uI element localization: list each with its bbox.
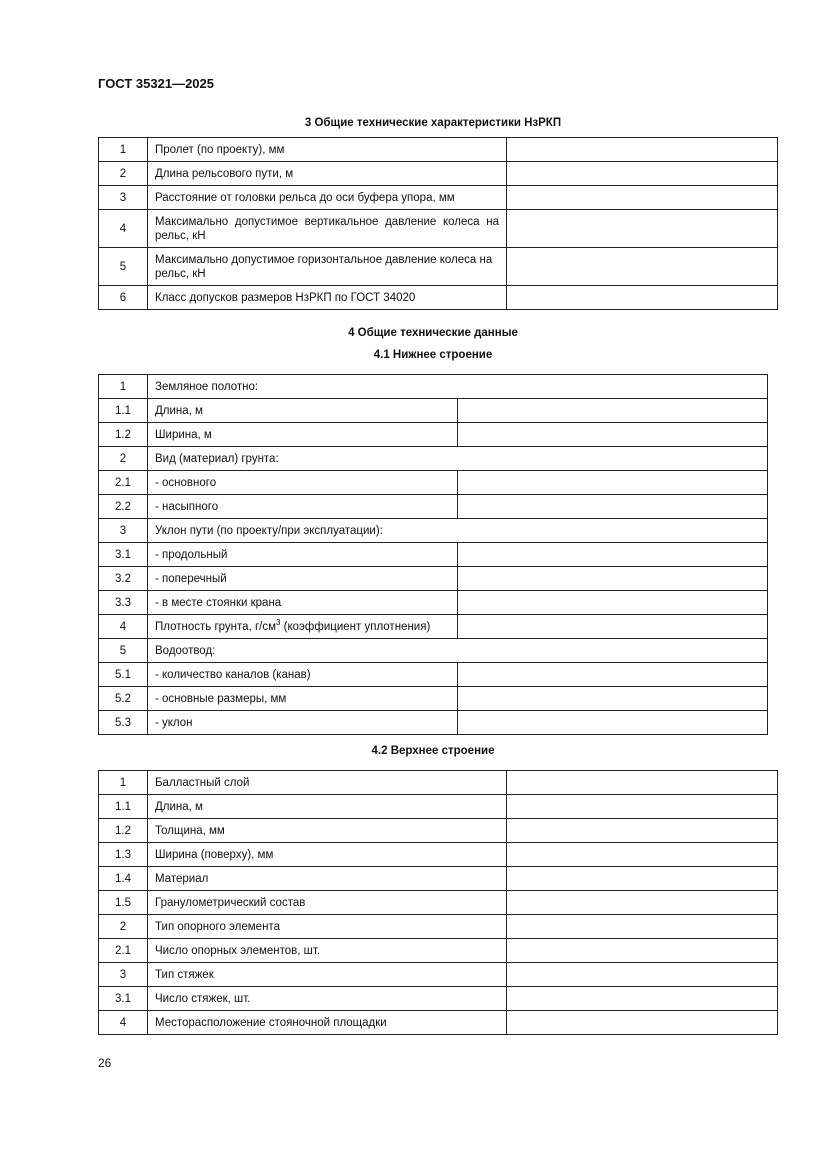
row-label: Толщина, мм xyxy=(148,819,507,843)
table-row xyxy=(99,687,768,711)
row-label: Длина, м xyxy=(148,399,458,423)
row-label: - уклон xyxy=(148,711,458,735)
row-label: Класс допусков размеров НзРКП по ГОСТ 34020 xyxy=(148,286,507,310)
row-label: Ширина, м xyxy=(148,423,458,447)
table-row xyxy=(99,162,778,186)
row-value-field[interactable] xyxy=(458,423,768,447)
table-row xyxy=(99,1011,778,1035)
row-number: 1.3 xyxy=(99,843,148,867)
table-row xyxy=(99,867,778,891)
row-label: - в месте стоянки крана xyxy=(148,591,458,615)
table-row xyxy=(99,963,778,987)
row-label xyxy=(148,615,458,639)
row-label: Число опорных элементов, шт. xyxy=(148,939,507,963)
row-number: 2.2 xyxy=(99,495,148,519)
row-number: 5.3 xyxy=(99,711,148,735)
table-row xyxy=(99,711,768,735)
row-value-field[interactable] xyxy=(507,963,778,987)
table-row xyxy=(99,495,768,519)
table-row xyxy=(99,543,768,567)
table-row xyxy=(99,891,778,915)
row-label: Водоотвод: xyxy=(148,639,768,663)
row-value-field[interactable] xyxy=(507,987,778,1011)
row-label: - количество каналов (канав) xyxy=(148,663,458,687)
characteristics-table xyxy=(98,137,778,310)
table-row xyxy=(99,915,778,939)
row-number: 5 xyxy=(99,248,148,286)
table-row xyxy=(99,248,778,286)
table-row xyxy=(99,591,768,615)
row-label: Месторасположение стояночной площадки xyxy=(148,1011,507,1035)
row-label: - основного xyxy=(148,471,458,495)
row-value-field[interactable] xyxy=(507,891,778,915)
table-row xyxy=(99,138,778,162)
row-value-field[interactable] xyxy=(507,286,778,310)
row-value-field[interactable] xyxy=(507,795,778,819)
row-number: 2 xyxy=(99,915,148,939)
row-label: Ширина (поверху), мм xyxy=(148,843,507,867)
row-label: - основные размеры, мм xyxy=(148,687,458,711)
row-label: Земляное полотно: xyxy=(148,375,768,399)
row-value-field[interactable] xyxy=(507,939,778,963)
row-label: Длина рельсового пути, м xyxy=(148,162,507,186)
table-row xyxy=(99,210,778,248)
table-row xyxy=(99,639,768,663)
unit-superscript: 3 xyxy=(276,617,281,627)
table-row xyxy=(99,987,778,1011)
table-row xyxy=(99,186,778,210)
table-row xyxy=(99,375,768,399)
row-number: 5.1 xyxy=(99,663,148,687)
row-number: 3.2 xyxy=(99,567,148,591)
row-label: Балластный слой xyxy=(148,771,507,795)
table-row xyxy=(99,567,768,591)
table-row xyxy=(99,795,778,819)
row-number: 5.2 xyxy=(99,687,148,711)
row-value-field[interactable] xyxy=(458,399,768,423)
page-number: 26 xyxy=(98,1056,112,1070)
row-label-text: Плотность грунта, г/см xyxy=(155,620,276,633)
row-value-field[interactable] xyxy=(458,687,768,711)
row-number: 1.2 xyxy=(99,819,148,843)
row-label: - продольный xyxy=(148,543,458,567)
row-label: Гранулометрический состав xyxy=(148,891,507,915)
table-row xyxy=(99,471,768,495)
row-label: Уклон пути (по проекту/при эксплуатации): xyxy=(148,519,768,543)
row-number: 4 xyxy=(99,210,148,248)
table-row xyxy=(99,615,768,639)
row-value-field[interactable] xyxy=(458,495,768,519)
section-4-title: 4 Общие технические данные xyxy=(348,327,518,339)
row-number: 2 xyxy=(99,162,148,186)
row-value-field[interactable] xyxy=(507,1011,778,1035)
section-4-1-title: 4.1 Нижнее строение xyxy=(373,349,493,361)
row-number: 3.3 xyxy=(99,591,148,615)
row-value-field[interactable] xyxy=(507,186,778,210)
row-number: 1.4 xyxy=(99,867,148,891)
row-value-field[interactable] xyxy=(507,867,778,891)
row-label-tail: (коэффициент уплотнения) xyxy=(280,620,431,633)
row-number: 1.5 xyxy=(99,891,148,915)
table-row xyxy=(99,771,778,795)
row-number: 2.1 xyxy=(99,471,148,495)
row-label: Длина, м xyxy=(148,795,507,819)
row-value-field[interactable] xyxy=(507,843,778,867)
row-number: 4 xyxy=(99,615,148,639)
section-3-title: 3 Общие технические характеристики НзРКП xyxy=(304,117,562,129)
section-4-2-title: 4.2 Верхнее строение xyxy=(371,745,495,757)
table-row xyxy=(99,843,778,867)
row-number: 3 xyxy=(99,963,148,987)
row-value-field[interactable] xyxy=(507,138,778,162)
row-value-field[interactable] xyxy=(507,771,778,795)
row-number: 1 xyxy=(99,771,148,795)
row-number: 4 xyxy=(99,1011,148,1035)
row-number: 3 xyxy=(99,519,148,543)
superstructure-table xyxy=(98,770,778,1035)
row-number: 3 xyxy=(99,186,148,210)
table-row xyxy=(99,939,778,963)
row-number: 1 xyxy=(99,138,148,162)
row-value-field[interactable] xyxy=(458,615,768,639)
row-label: Расстояние от головки рельса до оси буфера упора, мм xyxy=(148,186,507,210)
row-label: Вид (материал) грунта: xyxy=(148,447,768,471)
row-label: Максимально допустимое вертикальное давление колеса на рельс, кН xyxy=(148,210,507,248)
row-value-field[interactable] xyxy=(507,162,778,186)
row-number: 1.2 xyxy=(99,423,148,447)
row-value-field[interactable] xyxy=(458,711,768,735)
row-number: 3.1 xyxy=(99,543,148,567)
row-label: Максимально допустимое горизонтальное давление колеса на рельс, кН xyxy=(148,248,507,286)
table-row xyxy=(99,286,778,310)
row-number: 1.1 xyxy=(99,795,148,819)
row-value-field[interactable] xyxy=(507,915,778,939)
row-value-field[interactable] xyxy=(507,819,778,843)
row-number: 2 xyxy=(99,447,148,471)
row-value-field[interactable] xyxy=(458,663,768,687)
row-number: 2.1 xyxy=(99,939,148,963)
row-label: - насыпного xyxy=(148,495,458,519)
row-value-field[interactable] xyxy=(507,210,778,248)
table-row xyxy=(99,399,768,423)
document-code: ГОСТ 35321—2025 xyxy=(98,76,214,91)
table-row xyxy=(99,447,768,471)
row-number: 6 xyxy=(99,286,148,310)
substructure-table xyxy=(98,374,768,735)
row-label: Пролет (по проекту), мм xyxy=(148,138,507,162)
row-label: Тип стяжек xyxy=(148,963,507,987)
row-number: 1 xyxy=(99,375,148,399)
table-row xyxy=(99,519,768,543)
row-number: 1.1 xyxy=(99,399,148,423)
row-value-field[interactable] xyxy=(507,248,778,286)
row-value-field[interactable] xyxy=(458,471,768,495)
table-row xyxy=(99,819,778,843)
table-row xyxy=(99,663,768,687)
row-value-field[interactable] xyxy=(458,543,768,567)
row-number: 3.1 xyxy=(99,987,148,1011)
row-value-field[interactable] xyxy=(458,591,768,615)
table-row xyxy=(99,423,768,447)
row-label: Тип опорного элемента xyxy=(148,915,507,939)
row-label: - поперечный xyxy=(148,567,458,591)
row-label: Материал xyxy=(148,867,507,891)
row-label: Число стяжек, шт. xyxy=(148,987,507,1011)
row-number: 5 xyxy=(99,639,148,663)
row-value-field[interactable] xyxy=(458,567,768,591)
